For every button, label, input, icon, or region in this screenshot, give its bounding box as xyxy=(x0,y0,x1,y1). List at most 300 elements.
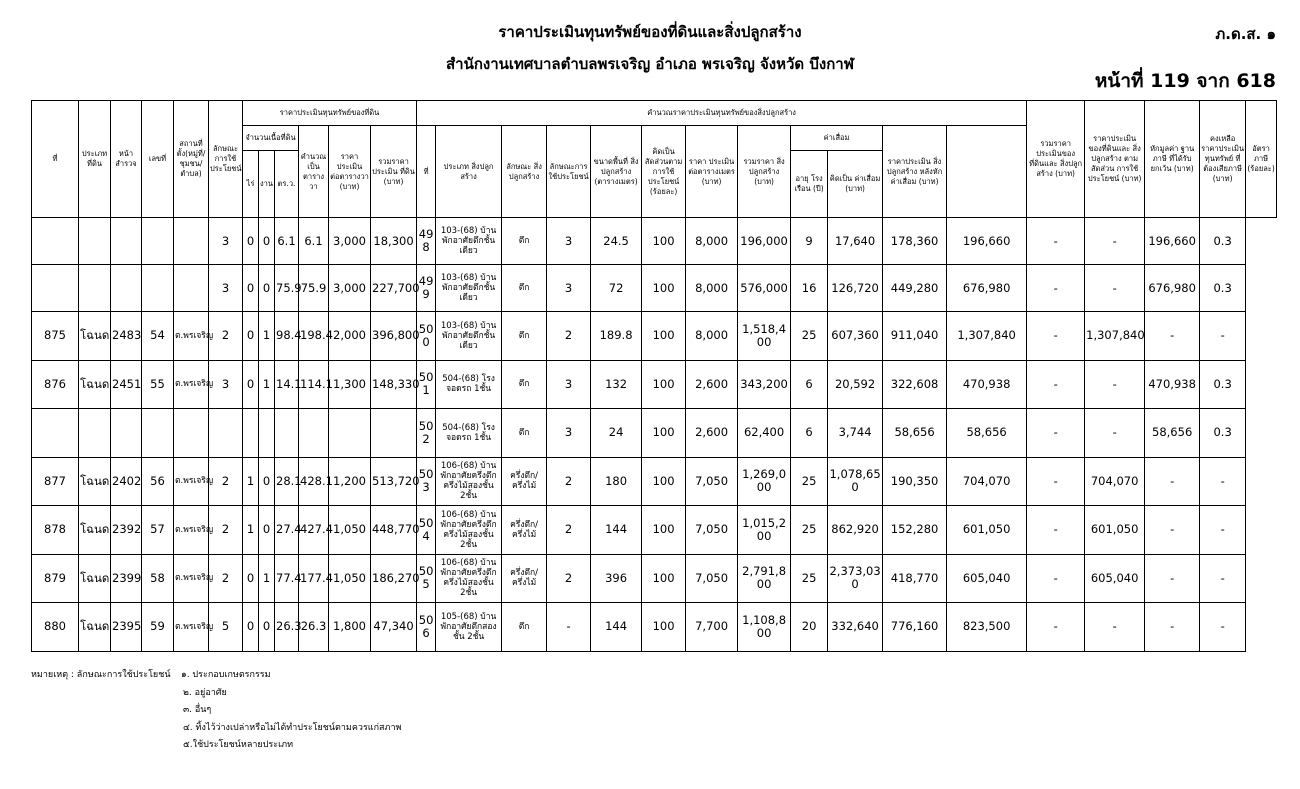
cell-ratio-value: - xyxy=(1027,506,1085,555)
cell-tax-rate: 0.3 xyxy=(1200,218,1246,265)
cell-building-use: 2 xyxy=(547,312,591,361)
cell-building-no: 499 xyxy=(417,265,436,312)
cell-building-type: 106-(68) บ้านพักอาศัยครึ่งตึกครึ่งไม้สองชั้น 2ชั้น xyxy=(436,506,502,555)
cell-doc-type: โฉนด xyxy=(79,603,111,652)
cell-building-no: 502 xyxy=(417,409,436,458)
cell-parcel-no xyxy=(142,218,174,265)
table-row xyxy=(32,218,1277,265)
cell-doc-type: โฉนด xyxy=(79,554,111,603)
cell-deduct: 601,050 xyxy=(1085,506,1145,555)
cell-building-price: 2,600 xyxy=(686,409,738,458)
cell-land-total: 18,300 xyxy=(371,218,417,265)
cell-building-net: 322,608 xyxy=(883,360,947,409)
cell-price-wa: 2,000 xyxy=(329,312,371,361)
cell-parcel-no: 58 xyxy=(142,554,174,603)
cell-tax-rate: - xyxy=(1200,554,1246,603)
cell-price-wa: 1,200 xyxy=(329,457,371,506)
col-building-no: ที่ xyxy=(417,126,436,218)
cell-doc-type xyxy=(79,218,111,265)
cell-grand-total: 823,500 xyxy=(947,603,1027,652)
cell-building-price: 7,050 xyxy=(686,457,738,506)
cell-rai: 0 xyxy=(243,312,259,361)
cell-building-area: 132 xyxy=(591,360,642,409)
cell-land-total xyxy=(371,409,417,458)
cell-building-type: 504-(68) โรงจอดรถ 1ชั้น xyxy=(436,360,502,409)
cell-tax-rate: - xyxy=(1200,457,1246,506)
cell-rai: 0 xyxy=(243,360,259,409)
cell-remaining: 58,656 xyxy=(1145,409,1200,458)
cell-grand-total: 1,307,840 xyxy=(947,312,1027,361)
cell-building-total: 1,518,400 xyxy=(738,312,791,361)
col-ratio-value: ราคาประเมิน ของที่ดินและ สิ่งปลูกสร้าง ตามสัดส่วน การใช้ประโยชน์ (บาท) xyxy=(1085,101,1145,218)
cell-depreciation: 20,592 xyxy=(828,360,883,409)
cell-no xyxy=(32,218,79,265)
cell-price-wa: 1,300 xyxy=(329,360,371,409)
note-item: ๓. อื่นๆ xyxy=(183,705,212,715)
cell-building-kind: ตึก xyxy=(502,603,547,652)
cell-grand-total: 601,050 xyxy=(947,506,1027,555)
cell-land-total: 227,700 xyxy=(371,265,417,312)
cell-building-pct: 100 xyxy=(642,506,686,555)
cell-rai: 0 xyxy=(243,218,259,265)
cell-location: ต.พรเจริญ xyxy=(174,506,209,555)
table-row xyxy=(32,554,1277,603)
cell-building-no: 506 xyxy=(417,603,436,652)
cell-doc-type: โฉนด xyxy=(79,360,111,409)
cell-deduct: 704,070 xyxy=(1085,457,1145,506)
table-body xyxy=(32,218,1277,652)
col-land-total: รวมราคา ประเมิน ที่ดิน (บาท) xyxy=(371,126,417,218)
cell-survey-page: 2451 xyxy=(111,360,142,409)
cell-calc-wa xyxy=(299,409,329,458)
cell-no: 877 xyxy=(32,457,79,506)
cell-remaining: - xyxy=(1145,457,1200,506)
cell-building-net: 58,656 xyxy=(883,409,947,458)
cell-land-use: 2 xyxy=(209,457,243,506)
cell-ratio-value: - xyxy=(1027,457,1085,506)
col-building-price-m: ราคา ประเมิน ต่อตารางเมตร (บาท) xyxy=(686,126,738,218)
cell-building-area: 72 xyxy=(591,265,642,312)
cell-grand-total: 470,938 xyxy=(947,360,1027,409)
cell-building-type: 106-(68) บ้านพักอาศัยครึ่งตึกครึ่งไม้สองชั้น 2ชั้น xyxy=(436,554,502,603)
cell-remaining: - xyxy=(1145,603,1200,652)
col-calc-wa: คำนวณ เป็น ตารางวา xyxy=(299,126,329,218)
cell-building-net: 911,040 xyxy=(883,312,947,361)
cell-price-wa: 1,050 xyxy=(329,506,371,555)
cell-remaining: - xyxy=(1145,506,1200,555)
cell-building-no: 498 xyxy=(417,218,436,265)
cell-wa: 77.4 xyxy=(275,554,299,603)
cell-building-no: 504 xyxy=(417,506,436,555)
cell-building-net: 418,770 xyxy=(883,554,947,603)
col-land-use: ลักษณะ การใช้ ประโยชน์ xyxy=(209,101,243,218)
cell-calc-wa: 177.4 xyxy=(299,554,329,603)
cell-rai xyxy=(243,409,259,458)
cell-tax-rate: - xyxy=(1200,312,1246,361)
cell-deduct: - xyxy=(1085,603,1145,652)
cell-survey-page xyxy=(111,409,142,458)
cell-calc-wa: 427.4 xyxy=(299,506,329,555)
cell-calc-wa: 428.1 xyxy=(299,457,329,506)
cell-parcel-no: 56 xyxy=(142,457,174,506)
cell-ratio-value: - xyxy=(1027,360,1085,409)
cell-price-wa: 3,000 xyxy=(329,265,371,312)
cell-depreciation: 2,373,030 xyxy=(828,554,883,603)
cell-rai: 0 xyxy=(243,603,259,652)
cell-land-use: 5 xyxy=(209,603,243,652)
cell-building-price: 7,050 xyxy=(686,506,738,555)
table-row xyxy=(32,603,1277,652)
cell-building-price: 2,600 xyxy=(686,360,738,409)
cell-depreciation: 607,360 xyxy=(828,312,883,361)
assessment-table xyxy=(31,100,1277,652)
cell-doc-type xyxy=(79,409,111,458)
col-building-age: อายุ โรงเรือน (ปี) xyxy=(791,151,828,218)
col-parcel-no: เลขที่ xyxy=(142,101,174,218)
cell-price-wa: 1,800 xyxy=(329,603,371,652)
cell-no: 878 xyxy=(32,506,79,555)
cell-survey-page: 2483 xyxy=(111,312,142,361)
cell-parcel-no: 57 xyxy=(142,506,174,555)
cell-building-pct: 100 xyxy=(642,312,686,361)
table-row xyxy=(32,360,1277,409)
cell-building-price: 8,000 xyxy=(686,265,738,312)
cell-ngan: 1 xyxy=(259,360,275,409)
cell-building-type: 106-(68) บ้านพักอาศัยครึ่งตึกครึ่งไม้สองชั้น 2ชั้น xyxy=(436,457,502,506)
cell-building-net: 449,280 xyxy=(883,265,947,312)
cell-survey-page: 2399 xyxy=(111,554,142,603)
cell-ratio-value: - xyxy=(1027,409,1085,458)
cell-building-kind: ครึ่งตึก/ครึ่งไม้ xyxy=(502,457,547,506)
cell-building-use: 3 xyxy=(547,409,591,458)
cell-building-use: 3 xyxy=(547,218,591,265)
cell-building-pct: 100 xyxy=(642,409,686,458)
cell-building-age: 20 xyxy=(791,603,828,652)
cell-parcel-no xyxy=(142,265,174,312)
cell-depreciation: 1,078,650 xyxy=(828,457,883,506)
cell-building-total: 2,791,800 xyxy=(738,554,791,603)
cell-building-total: 1,015,200 xyxy=(738,506,791,555)
col-wa: ตร.ว. xyxy=(275,151,299,218)
cell-remaining: - xyxy=(1145,554,1200,603)
cell-rai: 0 xyxy=(243,265,259,312)
cell-building-area: 180 xyxy=(591,457,642,506)
office-name: สำนักงานเทศบาลตำบลพรเจริญ อำเภอ พรเจริญ จังหวัด บึงกาฬ xyxy=(446,55,854,73)
cell-ratio-value: - xyxy=(1027,265,1085,312)
cell-wa: 28.1 xyxy=(275,457,299,506)
cell-building-age: 25 xyxy=(791,554,828,603)
cell-ratio-value: - xyxy=(1027,218,1085,265)
cell-depreciation: 3,744 xyxy=(828,409,883,458)
cell-grand-total: 676,980 xyxy=(947,265,1027,312)
cell-land-total: 448,770 xyxy=(371,506,417,555)
cell-building-use: - xyxy=(547,603,591,652)
cell-building-type: 504-(68) โรงจอดรถ 1ชั้น xyxy=(436,409,502,458)
cell-location xyxy=(174,218,209,265)
cell-parcel-no: 59 xyxy=(142,603,174,652)
cell-building-pct: 100 xyxy=(642,265,686,312)
cell-depreciation: 126,720 xyxy=(828,265,883,312)
col-building-pct: คิดเป็น สัดส่วนตาม การใช้ ประโยชน์ (ร้อยละ) xyxy=(642,126,686,218)
col-remaining: คงเหลือ ราคาประเมิน ทุนทรัพย์ ที่ต้องเสียภาษี (บาท) xyxy=(1200,101,1246,218)
cell-building-no: 500 xyxy=(417,312,436,361)
col-building-use: ลักษณะการ ใช้ประโยชน์ xyxy=(547,126,591,218)
cell-building-use: 2 xyxy=(547,554,591,603)
cell-building-area: 24 xyxy=(591,409,642,458)
col-deduct: หักมูลค่า ฐานภาษี ที่ได้รับ ยกเว้น (บาท) xyxy=(1145,101,1200,218)
cell-building-total: 1,108,800 xyxy=(738,603,791,652)
cell-building-kind: ตึก xyxy=(502,265,547,312)
col-ngan: งาน xyxy=(259,151,275,218)
cell-land-use: 2 xyxy=(209,506,243,555)
cell-building-kind: ตึก xyxy=(502,312,547,361)
cell-no: 880 xyxy=(32,603,79,652)
cell-remaining: 676,980 xyxy=(1145,265,1200,312)
cell-tax-rate: 0.3 xyxy=(1200,409,1246,458)
cell-building-price: 8,000 xyxy=(686,312,738,361)
cell-building-age: 16 xyxy=(791,265,828,312)
col-no: ที่ xyxy=(32,101,79,218)
cell-building-price: 8,000 xyxy=(686,218,738,265)
form-code: ภ.ด.ส. ๑ xyxy=(1215,25,1276,43)
cell-building-area: 144 xyxy=(591,506,642,555)
cell-tax-rate: 0.3 xyxy=(1200,265,1246,312)
cell-grand-total: 196,660 xyxy=(947,218,1027,265)
cell-building-pct: 100 xyxy=(642,360,686,409)
cell-calc-wa: 114.1 xyxy=(299,360,329,409)
cell-wa: 75.9 xyxy=(275,265,299,312)
cell-building-age: 9 xyxy=(791,218,828,265)
cell-building-pct: 100 xyxy=(642,457,686,506)
cell-building-age: 25 xyxy=(791,457,828,506)
cell-deduct: 1,307,840 xyxy=(1085,312,1145,361)
cell-building-no: 505 xyxy=(417,554,436,603)
cell-grand-total: 605,040 xyxy=(947,554,1027,603)
col-building-area: ขนาดพื้นที่ สิ่งปลูกสร้าง (ตารางเมตร) xyxy=(591,126,642,218)
cell-building-use: 3 xyxy=(547,360,591,409)
cell-parcel-no xyxy=(142,409,174,458)
cell-remaining: 470,938 xyxy=(1145,360,1200,409)
cell-land-total: 148,330 xyxy=(371,360,417,409)
col-building-kind: ลักษณะ สิ่งปลูกสร้าง xyxy=(502,126,547,218)
table-row xyxy=(32,457,1277,506)
cell-ratio-value: - xyxy=(1027,312,1085,361)
cell-price-wa: 1,050 xyxy=(329,554,371,603)
col-grand-total: รวมราคา ประเมินของ ที่ดินและ สิ่งปลูกสร้าง (บาท) xyxy=(1027,101,1085,218)
cell-location: ต.พรเจริญ xyxy=(174,360,209,409)
cell-building-age: 6 xyxy=(791,409,828,458)
cell-building-type: 103-(68) บ้านพักอาศัยตึกชั้นเดียว xyxy=(436,218,502,265)
cell-grand-total: 58,656 xyxy=(947,409,1027,458)
table-row xyxy=(32,409,1277,458)
cell-building-type: 105-(68) บ้านพักอาศัยตึกสองชั้น 2ชั้น xyxy=(436,603,502,652)
col-doc-type: ประเภท ที่ดิน xyxy=(79,101,111,218)
cell-wa xyxy=(275,409,299,458)
col-tax-rate: อัตราภาษี (ร้อยละ) xyxy=(1246,101,1277,218)
cell-land-use: 3 xyxy=(209,360,243,409)
cell-building-total: 576,000 xyxy=(738,265,791,312)
cell-tax-rate: - xyxy=(1200,603,1246,652)
cell-wa: 98.4 xyxy=(275,312,299,361)
cell-survey-page: 2392 xyxy=(111,506,142,555)
cell-building-type: 103-(68) บ้านพักอาศัยตึกชั้นเดียว xyxy=(436,312,502,361)
cell-deduct: 605,040 xyxy=(1085,554,1145,603)
cell-building-pct: 100 xyxy=(642,603,686,652)
cell-land-use: 3 xyxy=(209,265,243,312)
cell-building-net: 190,350 xyxy=(883,457,947,506)
cell-remaining: 196,660 xyxy=(1145,218,1200,265)
note-item: ๑. ประกอบเกษตรกรรม xyxy=(181,670,271,680)
note-item: ๒. อยู่อาศัย xyxy=(183,687,227,698)
cell-land-total: 47,340 xyxy=(371,603,417,652)
cell-land-use: 3 xyxy=(209,218,243,265)
group-building-header: คำนวณราคาประเมินทุนทรัพย์ของสิ่งปลูกสร้าง xyxy=(417,101,1027,126)
cell-survey-page: 2402 xyxy=(111,457,142,506)
cell-location: ต.พรเจริญ xyxy=(174,457,209,506)
group-area-header: จำนวนเนื้อที่ดิน xyxy=(243,126,299,151)
cell-doc-type: โฉนด xyxy=(79,457,111,506)
group-depreciation-header: ค่าเสื่อม xyxy=(791,126,883,151)
cell-building-area: 144 xyxy=(591,603,642,652)
cell-tax-rate: 0.3 xyxy=(1200,360,1246,409)
cell-parcel-no: 55 xyxy=(142,360,174,409)
cell-building-kind: ครึ่งตึก/ครึ่งไม้ xyxy=(502,506,547,555)
cell-building-area: 189.8 xyxy=(591,312,642,361)
cell-building-no: 503 xyxy=(417,457,436,506)
cell-deduct: - xyxy=(1085,218,1145,265)
cell-building-price: 7,050 xyxy=(686,554,738,603)
notes-prefix: หมายเหตุ : ลักษณะการใช้ประโยชน์ xyxy=(31,670,171,680)
cell-building-pct: 100 xyxy=(642,554,686,603)
notes-section xyxy=(31,667,401,755)
cell-no: 875 xyxy=(32,312,79,361)
cell-doc-type: โฉนด xyxy=(79,506,111,555)
cell-tax-rate: - xyxy=(1200,506,1246,555)
cell-depreciation: 17,640 xyxy=(828,218,883,265)
cell-building-no: 501 xyxy=(417,360,436,409)
cell-ngan: 1 xyxy=(259,312,275,361)
cell-calc-wa: 6.1 xyxy=(299,218,329,265)
table-row xyxy=(32,312,1277,361)
cell-survey-page xyxy=(111,218,142,265)
cell-building-age: 25 xyxy=(791,506,828,555)
col-survey-page: หน้า สำรวจ xyxy=(111,101,142,218)
cell-building-net: 776,160 xyxy=(883,603,947,652)
cell-building-age: 25 xyxy=(791,312,828,361)
cell-building-pct: 100 xyxy=(642,218,686,265)
cell-ngan xyxy=(259,409,275,458)
cell-building-use: 3 xyxy=(547,265,591,312)
cell-survey-page: 2395 xyxy=(111,603,142,652)
cell-deduct: - xyxy=(1085,409,1145,458)
cell-building-net: 152,280 xyxy=(883,506,947,555)
cell-ngan: 0 xyxy=(259,457,275,506)
col-building-type: ประเภท สิ่งปลูกสร้าง xyxy=(436,126,502,218)
cell-location xyxy=(174,409,209,458)
cell-ngan: 1 xyxy=(259,554,275,603)
cell-building-kind: ตึก xyxy=(502,218,547,265)
cell-rai: 1 xyxy=(243,457,259,506)
col-location: สถานที่ตั้ง(หมู่ที่/ชุมชน/ตำบล) xyxy=(174,101,209,218)
cell-no: 879 xyxy=(32,554,79,603)
cell-building-age: 6 xyxy=(791,360,828,409)
cell-price-wa: 3,000 xyxy=(329,218,371,265)
col-building-net: ราคาประเมิน สิ่งปลูกสร้าง หลังหัก ค่าเสื่อม (บาท) xyxy=(883,126,947,218)
cell-calc-wa: 26.3 xyxy=(299,603,329,652)
table-row xyxy=(32,265,1277,312)
cell-location: ต.พรเจริญ xyxy=(174,554,209,603)
cell-ngan: 0 xyxy=(259,265,275,312)
cell-location: ต.พรเจริญ xyxy=(174,603,209,652)
cell-land-use: 2 xyxy=(209,554,243,603)
cell-land-total: 396,800 xyxy=(371,312,417,361)
cell-building-use: 2 xyxy=(547,506,591,555)
col-rai: ไร่ xyxy=(243,151,259,218)
cell-land-use: 2 xyxy=(209,312,243,361)
cell-deduct: - xyxy=(1085,360,1145,409)
cell-calc-wa: 198.4 xyxy=(299,312,329,361)
cell-no: 876 xyxy=(32,360,79,409)
cell-grand-total: 704,070 xyxy=(947,457,1027,506)
cell-no xyxy=(32,265,79,312)
cell-doc-type xyxy=(79,265,111,312)
cell-doc-type: โฉนด xyxy=(79,312,111,361)
table-row xyxy=(32,506,1277,555)
cell-building-net: 178,360 xyxy=(883,218,947,265)
col-price-wa: ราคา ประเมิน ต่อตารางวา (บาท) xyxy=(329,126,371,218)
cell-building-area: 396 xyxy=(591,554,642,603)
cell-building-kind: ตึก xyxy=(502,360,547,409)
col-building-total: รวมราคา สิ่งปลูกสร้าง (บาท) xyxy=(738,126,791,218)
cell-ratio-value: - xyxy=(1027,554,1085,603)
cell-rai: 0 xyxy=(243,554,259,603)
cell-land-total: 513,720 xyxy=(371,457,417,506)
cell-building-use: 2 xyxy=(547,457,591,506)
note-item: ๕.ใช้ประโยชน์หลายประเภท xyxy=(183,740,294,750)
cell-location: ต.พรเจริญ xyxy=(174,312,209,361)
cell-survey-page xyxy=(111,265,142,312)
cell-building-kind: ตึก xyxy=(502,409,547,458)
cell-parcel-no: 54 xyxy=(142,312,174,361)
cell-calc-wa: 75.9 xyxy=(299,265,329,312)
cell-building-area: 24.5 xyxy=(591,218,642,265)
cell-building-type: 103-(68) บ้านพักอาศัยตึกชั้นเดียว xyxy=(436,265,502,312)
cell-building-total: 1,269,000 xyxy=(738,457,791,506)
page-indicator: หน้าที่ 119 จาก 618 xyxy=(1094,70,1276,92)
cell-no xyxy=(32,409,79,458)
cell-ratio-value: - xyxy=(1027,603,1085,652)
cell-wa: 26.3 xyxy=(275,603,299,652)
cell-wa: 6.1 xyxy=(275,218,299,265)
cell-remaining: - xyxy=(1145,312,1200,361)
cell-rai: 1 xyxy=(243,506,259,555)
group-land-header: ราคาประเมินทุนทรัพย์ของที่ดิน xyxy=(243,101,417,126)
cell-price-wa xyxy=(329,409,371,458)
cell-ngan: 0 xyxy=(259,506,275,555)
cell-building-price: 7,700 xyxy=(686,603,738,652)
document-title: ราคาประเมินทุนทรัพย์ของที่ดินและสิ่งปลูกสร้าง xyxy=(498,23,802,41)
cell-building-total: 196,000 xyxy=(738,218,791,265)
cell-building-total: 343,200 xyxy=(738,360,791,409)
cell-ngan: 0 xyxy=(259,603,275,652)
cell-land-use xyxy=(209,409,243,458)
note-item: ๔. ทิ้งไว้ว่างเปล่าหรือไม่ได้ทำประโยชน์ตามควรแก่สภาพ xyxy=(183,722,402,733)
cell-location xyxy=(174,265,209,312)
cell-depreciation: 332,640 xyxy=(828,603,883,652)
cell-land-total: 186,270 xyxy=(371,554,417,603)
cell-ngan: 0 xyxy=(259,218,275,265)
cell-wa: 14.1 xyxy=(275,360,299,409)
